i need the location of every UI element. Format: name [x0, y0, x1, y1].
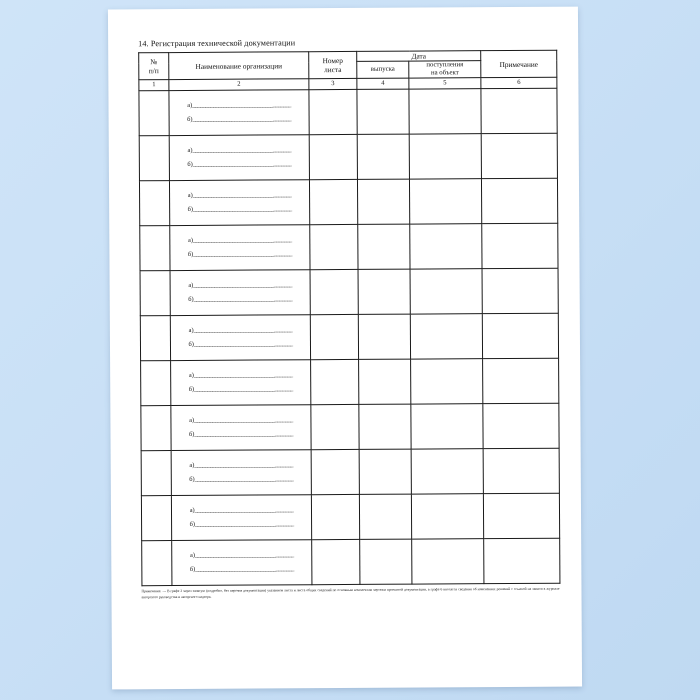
row-date-arrival-cell[interactable] [410, 224, 482, 269]
row-entry-line[interactable] [170, 116, 309, 124]
row-sheet-cell[interactable] [311, 495, 359, 540]
row-organization-cell[interactable] [171, 495, 311, 541]
colnum-6: 6 [481, 78, 557, 89]
row-entry-line[interactable] [172, 507, 311, 515]
row-note-cell[interactable] [481, 89, 557, 134]
row-entry-label: б) [187, 250, 194, 258]
row-entry-rule: ______________________________________ [194, 506, 294, 515]
row-entry-label: б) [189, 520, 195, 528]
row-entry-rule: ______________________________________ [195, 565, 294, 573]
row-organization-cell[interactable] [169, 90, 309, 136]
row-entry-line[interactable] [171, 386, 310, 394]
row-date-issue-cell[interactable] [360, 539, 412, 584]
row-number-cell[interactable] [142, 541, 172, 586]
row-note-cell[interactable] [482, 224, 558, 269]
table-row [141, 494, 559, 542]
table-row [141, 404, 559, 452]
row-note-cell[interactable] [482, 314, 558, 359]
row-entry-label: б) [188, 340, 194, 348]
row-entry-line[interactable] [171, 341, 310, 349]
row-date-issue-cell[interactable] [359, 359, 411, 404]
row-date-arrival-cell[interactable] [411, 359, 483, 404]
table-header-row [139, 50, 557, 63]
row-note-cell[interactable] [481, 134, 557, 179]
row-entry-rule: ______________________________________ [192, 101, 291, 110]
row-organization-cell[interactable] [171, 405, 311, 451]
row-entry-line[interactable] [172, 521, 311, 529]
row-entry-line[interactable] [172, 566, 311, 574]
table-row [139, 89, 557, 137]
row-date-arrival-cell[interactable] [409, 179, 481, 224]
table-row [139, 134, 557, 182]
colnum-5: 5 [409, 78, 481, 89]
row-sheet-cell[interactable] [309, 180, 357, 225]
row-entry-rule: ______________________________________ [193, 340, 293, 348]
row-organization-cell[interactable] [172, 540, 312, 586]
row-number-cell[interactable] [141, 496, 171, 541]
row-entry-label: б) [188, 385, 195, 393]
row-sheet-cell[interactable] [310, 315, 358, 360]
row-date-arrival-cell[interactable] [410, 269, 482, 314]
row-sheet-cell[interactable] [311, 360, 359, 405]
header-date-issue: выпуска [357, 61, 409, 79]
row-note-cell[interactable] [483, 494, 559, 539]
row-date-issue-cell[interactable] [359, 404, 411, 449]
row-note-cell[interactable] [483, 449, 559, 494]
row-date-arrival-cell[interactable] [411, 494, 483, 539]
row-entry-line[interactable] [171, 282, 310, 290]
row-number-cell[interactable] [141, 451, 171, 496]
header-organization: Наименование организации [169, 52, 309, 80]
row-entry-label: б) [188, 430, 195, 438]
row-entry-rule: ______________________________________ [193, 281, 292, 290]
row-date-arrival-cell[interactable] [409, 89, 481, 134]
row-entry-rule: ______________________________________ [194, 461, 294, 470]
row-organization-cell[interactable] [170, 270, 310, 316]
row-date-issue-cell[interactable] [357, 134, 409, 179]
row-sheet-cell[interactable] [312, 540, 360, 585]
row-organization-cell[interactable] [169, 135, 309, 181]
row-date-arrival-cell[interactable] [409, 134, 481, 179]
row-number-cell[interactable] [139, 91, 169, 136]
row-entry-label: а) [187, 147, 193, 155]
row-entry-label: а) [188, 372, 194, 380]
row-entry-line[interactable] [171, 296, 310, 304]
row-entry-line[interactable] [170, 161, 309, 169]
row-sheet-cell[interactable] [310, 270, 358, 315]
row-entry-label: б) [187, 205, 194, 213]
row-organization-cell[interactable] [171, 450, 311, 496]
header-date-arrival: поступления на объект [409, 61, 481, 79]
row-entry-rule: ______________________________________ [194, 385, 293, 393]
row-date-issue-cell[interactable] [359, 494, 411, 539]
row-note-cell[interactable] [483, 359, 559, 404]
page-title: 14. Регистрация технической документации [138, 38, 296, 49]
row-sheet-cell[interactable] [311, 450, 359, 495]
row-entry-rule: ______________________________________ [194, 520, 294, 528]
row-entry-label: б) [187, 160, 193, 168]
header-sheet-number: Номер листа [309, 51, 357, 79]
row-date-issue-cell[interactable] [358, 224, 410, 269]
row-number-cell[interactable] [141, 406, 171, 451]
row-entry-label: а) [189, 462, 195, 470]
row-entry-label: б) [189, 565, 196, 573]
row-entry-label: а) [188, 327, 194, 335]
row-number-cell[interactable] [140, 271, 170, 316]
row-note-cell[interactable] [482, 269, 558, 314]
row-entry-label: б) [189, 475, 195, 483]
row-note-cell[interactable] [484, 539, 560, 584]
row-entry-line[interactable] [170, 147, 309, 155]
header-note: Примечание [481, 50, 557, 78]
row-entry-label: б) [188, 295, 194, 303]
row-entry-line[interactable] [172, 552, 311, 560]
row-entry-rule: ______________________________________ [192, 160, 292, 168]
registration-table [138, 50, 560, 587]
row-date-issue-cell[interactable] [357, 89, 409, 134]
colnum-2: 2 [169, 79, 309, 91]
header-date-group: Дата [357, 51, 481, 62]
row-entry-line[interactable] [170, 102, 309, 110]
row-entry-line[interactable] [171, 327, 310, 335]
table-row [141, 449, 559, 497]
colnum-3: 3 [309, 79, 357, 90]
row-entry-rule: ______________________________________ [192, 191, 292, 200]
row-entry-line[interactable] [172, 462, 311, 470]
row-entry-rule: ______________________________________ [193, 250, 292, 258]
row-entry-rule: ______________________________________ [194, 430, 294, 438]
table-row [141, 359, 559, 407]
row-entry-label: а) [188, 282, 194, 290]
row-number-cell[interactable] [139, 181, 169, 226]
colnum-4: 4 [357, 78, 409, 89]
row-entry-label: а) [188, 237, 194, 245]
table-row [140, 269, 558, 317]
row-entry-label: а) [187, 102, 193, 110]
row-entry-rule: ______________________________________ [194, 551, 294, 560]
row-entry-rule: ______________________________________ [193, 326, 293, 335]
row-entry-label: а) [187, 192, 193, 200]
row-date-arrival-cell[interactable] [410, 314, 482, 359]
row-entry-rule: ______________________________________ [193, 371, 293, 380]
row-organization-cell[interactable] [169, 180, 309, 226]
row-entry-line[interactable] [172, 431, 311, 439]
row-note-cell[interactable] [481, 179, 557, 224]
row-sheet-cell[interactable] [311, 405, 359, 450]
document-page [108, 7, 582, 690]
row-number-cell[interactable] [141, 361, 171, 406]
table-body [139, 89, 560, 587]
table-row [140, 224, 558, 272]
row-organization-cell[interactable] [171, 360, 311, 406]
row-entry-rule: ______________________________________ [192, 146, 292, 155]
row-date-arrival-cell[interactable] [411, 404, 483, 449]
row-entry-line[interactable] [171, 417, 310, 425]
row-entry-label: а) [189, 417, 195, 425]
row-sheet-cell[interactable] [309, 135, 357, 180]
table-row [139, 179, 557, 227]
row-note-cell[interactable] [483, 404, 559, 449]
row-date-issue-cell[interactable] [359, 449, 411, 494]
row-date-arrival-cell[interactable] [412, 539, 484, 584]
row-sheet-cell[interactable] [310, 225, 358, 270]
row-entry-line[interactable] [170, 237, 309, 245]
row-organization-cell[interactable] [170, 225, 310, 271]
row-entry-line[interactable] [170, 206, 309, 214]
row-sheet-cell[interactable] [309, 90, 357, 135]
header-number: № п/п [139, 53, 169, 80]
row-date-arrival-cell[interactable] [411, 449, 483, 494]
row-entry-line[interactable] [170, 251, 309, 259]
row-date-issue-cell[interactable] [358, 314, 410, 359]
row-entry-label: б) [187, 115, 193, 123]
footnote: Примечание. — В графе 2 через запятую (подробно, без перечня документации) указанием листа и листа общих сведений по основным комплектам чертежи проектной документации, в графе 6 вносятся сведения об изменениях решений с ссылкой на записи в журнале авторского руководства и авторского надзора. [141, 587, 560, 599]
row-number-cell[interactable] [140, 226, 170, 271]
row-entry-rule: ______________________________________ [193, 295, 293, 303]
row-entry-rule: ______________________________________ [194, 475, 294, 483]
row-entry-line[interactable] [172, 476, 311, 484]
table-row [140, 314, 558, 362]
row-date-issue-cell[interactable] [357, 179, 409, 224]
colnum-1: 1 [139, 80, 169, 91]
row-entry-rule: ______________________________________ [193, 205, 292, 213]
table-row [142, 539, 560, 587]
row-entry-rule: ______________________________________ [192, 236, 292, 245]
row-entry-rule: ______________________________________ [192, 115, 292, 123]
row-date-issue-cell[interactable] [358, 269, 410, 314]
row-number-cell[interactable] [140, 316, 170, 361]
row-entry-line[interactable] [170, 192, 309, 200]
row-entry-label: а) [189, 507, 195, 515]
row-number-cell[interactable] [139, 136, 169, 181]
row-entry-rule: ______________________________________ [194, 416, 293, 425]
row-organization-cell[interactable] [170, 315, 310, 361]
row-entry-line[interactable] [171, 372, 310, 380]
row-entry-label: а) [189, 552, 195, 560]
